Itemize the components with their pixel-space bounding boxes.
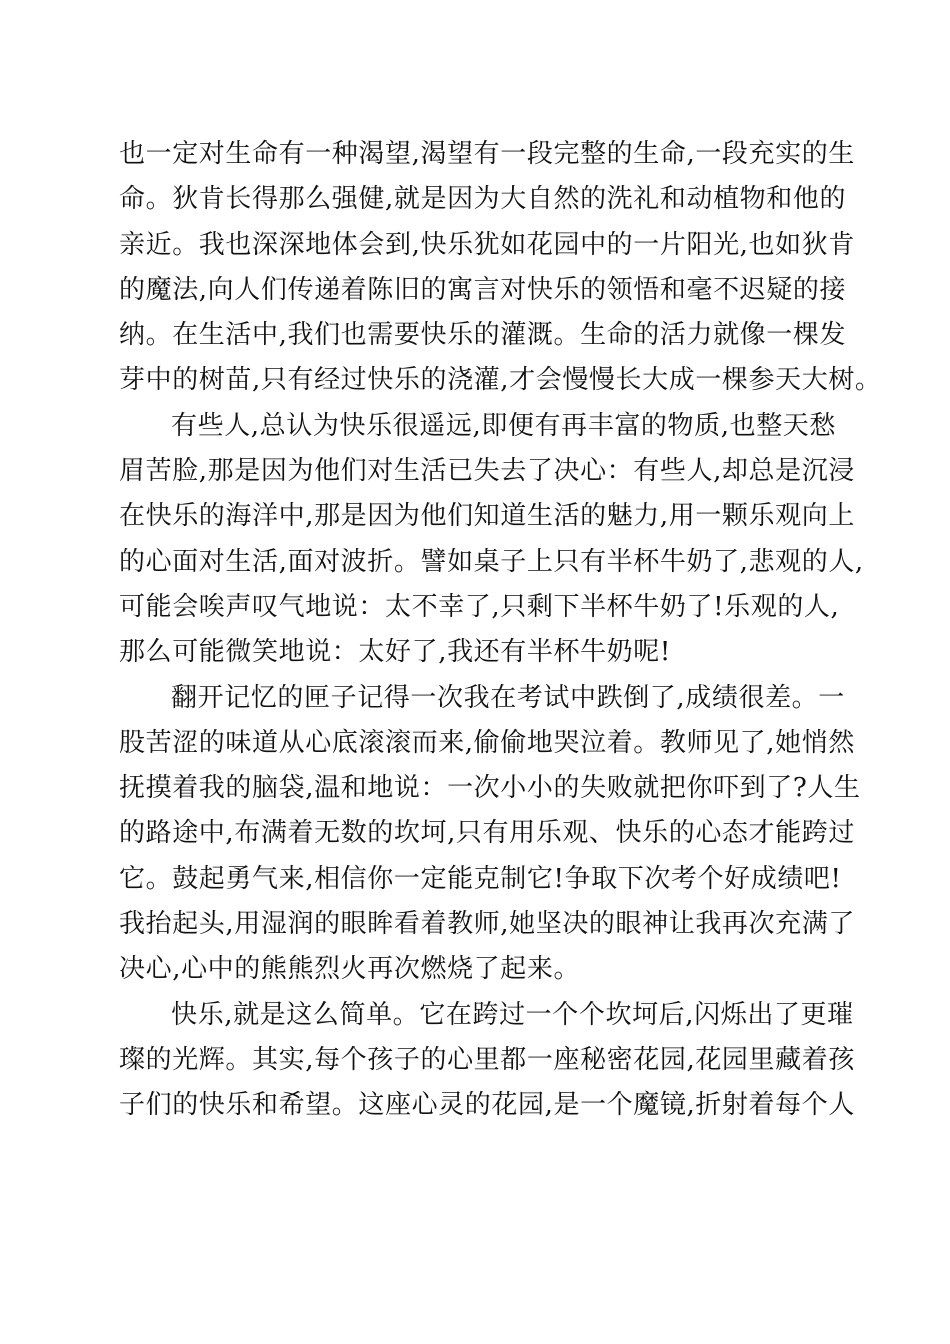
text-line: 可能会唉声叹气地说：太不幸了,只剩下半杯牛奶了!乐观的人, [119,591,840,622]
text-line: 它。鼓起勇气来,相信你一定能克制它!争取下次考个好成绩吧! [119,863,842,894]
text-line: 我抬起头,用湿润的眼眸看着教师,她坚决的眼神让我再次充满了 [119,909,855,940]
text-line: 也一定对生命有一种渴望,渴望有一段完整的生命,一段充实的生 [119,139,855,169]
paragraph-start-line: 快乐,就是这么简单。它在跨过一个个坎坷后,闪烁出了更璀 [171,999,854,1030]
body-text [119,132,882,1129]
text-line: 的心面对生活,面对波折。譬如桌子上只有半杯牛奶了,悲观的人, [119,546,864,577]
paragraph-start-line: 翻开记忆的匣子记得一次我在考试中跌倒了,成绩很差。一 [171,682,845,713]
text-line: 的路途中,布满着无数的坎坷,只有用乐观、快乐的心态才能跨过 [119,818,855,849]
text-line: 纳。在生活中,我们也需要快乐的灌溉。生命的活力就像一棵发 [119,320,847,351]
text-line: 子们的快乐和希望。这座心灵的花园,是一个魔镜,折射着每个人 [119,1090,855,1121]
paragraph-start-line: 有些人,总认为快乐很遥远,即便有再丰富的物质,也整天愁 [171,410,836,441]
text-line: 抚摸着我的脑袋,温和地说：一次小小的失败就把你吓到了?人生 [119,773,861,804]
text-line: 璨的光辉。其实,每个孩子的心里都一座秘密花园,花园里藏着孩 [119,1044,855,1075]
text-line: 股苦涩的味道从心底滚滚而来,偷偷地哭泣着。教师见了,她悄然 [119,727,855,758]
text-line: 的魔法,向人们传递着陈旧的寓言对快乐的领悟和毫不迟疑的接 [119,274,847,305]
text-line: 命。狄肯长得那么强健,就是因为大自然的洗礼和动植物和他的 [119,184,847,215]
text-line: 决心,心中的熊熊烈火再次燃烧了起来。 [119,954,581,985]
text-line: 芽中的树苗,只有经过快乐的浇灌,才会慢慢长大成一棵参天大树。 [119,365,882,396]
text-line: 亲近。我也深深地体会到,快乐犹如花园中的一片阳光,也如狄肯 [119,229,855,260]
text-line: 那么可能微笑地说：太好了,我还有半杯牛奶呢! [119,637,671,668]
text-line: 眉苦脸,那是因为他们对生活已失去了决心：有些人,却总是沉浸 [119,456,855,487]
text-line: 在快乐的海洋中,那是因为他们知道生活的魅力,用一颗乐观向上 [119,501,855,532]
